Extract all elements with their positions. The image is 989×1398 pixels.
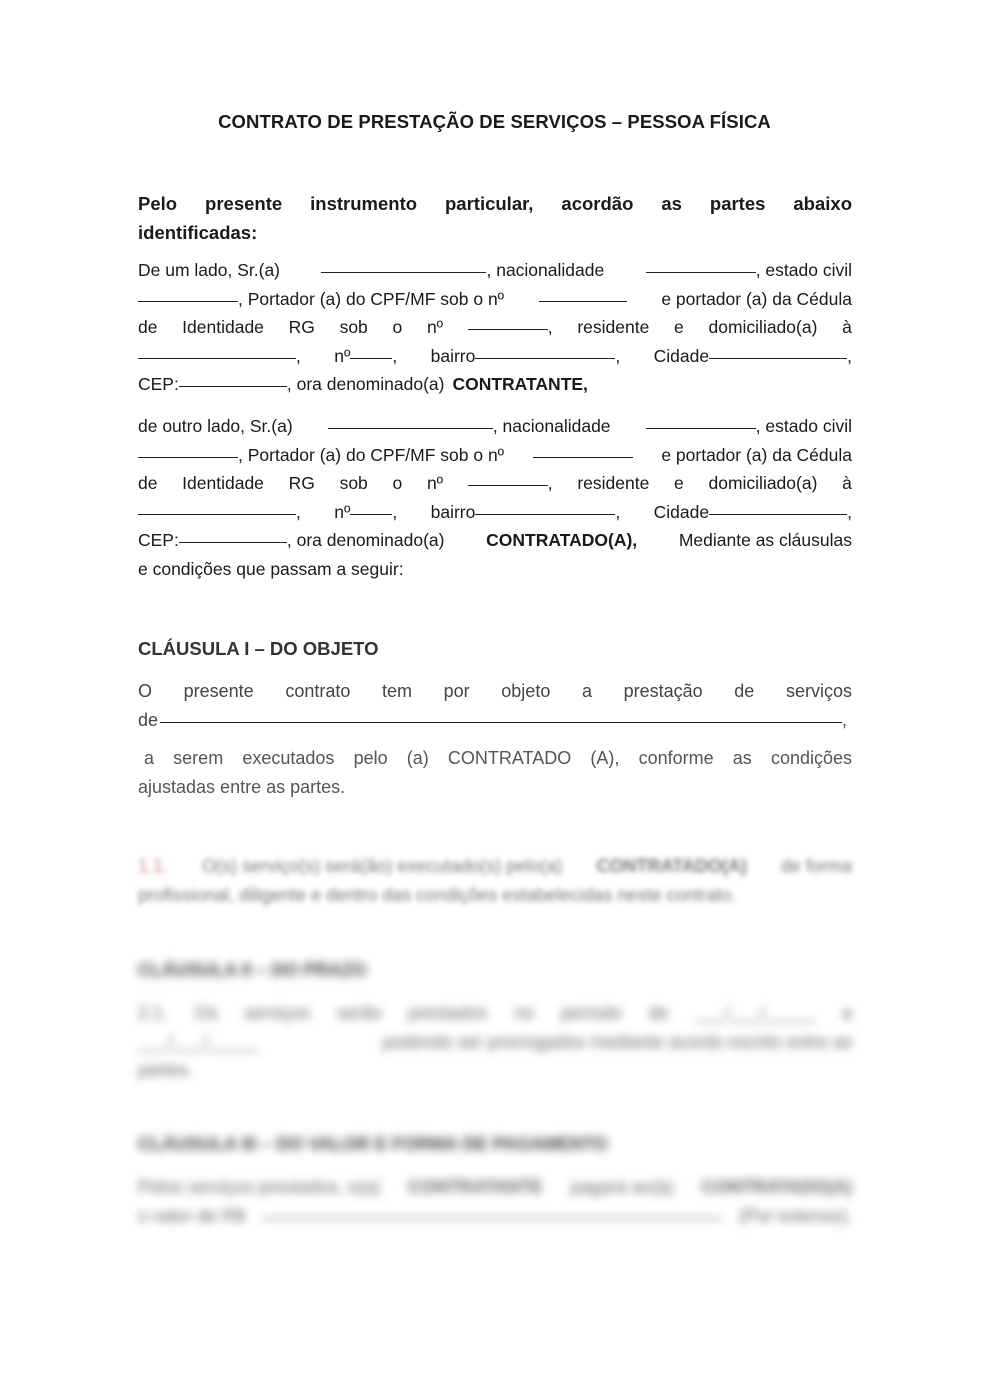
text: CEP: — [138, 530, 179, 550]
word: presente — [205, 193, 283, 214]
word: e — [674, 317, 684, 337]
text: de forma — [780, 856, 852, 876]
word: CONTRATADO — [447, 748, 572, 768]
text: , — [615, 345, 621, 366]
district-blank — [475, 513, 615, 515]
word: prestação — [623, 681, 703, 701]
text: e portador (a) da Cédula — [661, 444, 852, 465]
p2-line-1 — [138, 412, 852, 441]
text: , estado civil — [755, 416, 852, 436]
c2-line-2 — [138, 1028, 852, 1057]
text: nº — [334, 345, 351, 366]
text: Cidade — [653, 501, 710, 522]
word: domiciliado(a) — [708, 473, 818, 493]
word: nº — [426, 473, 444, 493]
word: objeto — [501, 681, 551, 701]
contratado-label: CONTRATADO(A) — [701, 1177, 852, 1197]
text: ajustadas entre as partes. — [138, 776, 346, 797]
cep-blank — [179, 541, 287, 543]
name-blank — [321, 271, 486, 273]
word: o — [392, 317, 403, 337]
word: de — [138, 317, 158, 337]
text: Pelos serviços prestados, o(a) — [138, 1177, 381, 1197]
text: , — [392, 345, 398, 366]
p2-line-3 — [138, 469, 852, 498]
word: Os — [194, 1003, 218, 1023]
word: no — [514, 1003, 535, 1023]
p2-line-6 — [138, 555, 852, 584]
clause-1-1-paragraph — [138, 852, 852, 909]
word: O — [138, 681, 153, 701]
text: , nacionalidade — [486, 260, 605, 280]
address-blank — [138, 357, 296, 359]
city-blank — [709, 357, 847, 359]
text: , — [847, 501, 852, 522]
text: , — [842, 709, 848, 730]
cpf-blank — [533, 456, 633, 458]
text: de outro lado, Sr.(a) — [138, 416, 293, 436]
word: a — [841, 1003, 852, 1023]
word: RG — [288, 473, 315, 493]
word: residente — [577, 317, 650, 337]
contratante-label: CONTRATANTE, — [452, 374, 588, 394]
p1-line-3 — [138, 313, 852, 342]
c1-line-2 — [138, 706, 852, 735]
word: a — [144, 748, 155, 768]
text: , nacionalidade — [492, 416, 611, 436]
word: partes — [709, 193, 766, 214]
p2-line-4 — [138, 498, 852, 527]
clause-2-paragraph — [138, 999, 852, 1085]
word: o — [392, 473, 403, 493]
text: , — [615, 501, 621, 522]
district-blank — [475, 357, 615, 359]
word: particular, — [445, 193, 534, 214]
word: serão — [336, 1003, 382, 1023]
p1-line-2 — [138, 285, 852, 314]
cpf-blank — [539, 300, 627, 302]
cep-blank — [179, 385, 287, 387]
c3-line-2 — [138, 1202, 852, 1231]
word: domiciliado(a) — [708, 317, 818, 337]
word: condições — [770, 748, 852, 768]
contratante-paragraph — [138, 256, 852, 399]
rg-blank — [468, 484, 548, 486]
clause-1-paragraph — [138, 677, 852, 734]
c3-line-1 — [138, 1173, 852, 1202]
civil-status-blank — [138, 456, 238, 458]
contratado-paragraph — [138, 412, 852, 583]
p1-line-4 — [138, 342, 852, 371]
c1p2-line-2 — [138, 773, 852, 802]
word: prestados — [408, 1003, 488, 1023]
p1-line-5 — [138, 370, 852, 399]
word: sob — [339, 317, 368, 337]
intro-paragraph — [138, 190, 852, 247]
city-blank — [709, 513, 847, 515]
clause-1-heading: CLÁUSULA I – DO OBJETO — [138, 638, 379, 659]
text: e condições que passam a seguir: — [138, 558, 404, 579]
text: Cidade — [653, 345, 710, 366]
nationality-blank — [646, 271, 756, 273]
c1p2-line-1 — [138, 744, 852, 773]
word: as — [732, 748, 752, 768]
text: nº — [334, 501, 351, 522]
intro-line-2 — [138, 219, 852, 248]
word: presente — [183, 681, 254, 701]
word: de — [648, 1003, 669, 1023]
word: a — [581, 681, 592, 701]
text: bairro — [430, 345, 476, 366]
word: período — [560, 1003, 622, 1023]
text: e portador (a) da Cédula — [661, 288, 852, 309]
word: e — [674, 473, 684, 493]
word: por — [443, 681, 470, 701]
word: executados — [242, 748, 335, 768]
word: conforme — [638, 748, 714, 768]
nationality-blank — [646, 427, 756, 429]
word: à — [842, 317, 852, 337]
text: ___/___/_____ — [138, 1031, 259, 1052]
word: 2.1. — [138, 1003, 169, 1023]
word: contrato — [285, 681, 351, 701]
word: Pelo — [138, 193, 178, 214]
text: CEP: — [138, 374, 179, 394]
text: , — [392, 501, 398, 522]
text: pagará ao(à) — [570, 1177, 674, 1197]
rg-blank — [468, 328, 548, 330]
contratado-label: CONTRATADO(A) — [596, 856, 747, 876]
c1-line-1 — [138, 677, 852, 706]
service-blank — [160, 721, 842, 723]
word: de — [138, 473, 158, 493]
word: Identidade — [182, 317, 264, 337]
text: podendo ser prorrogados mediante acordo escrito entre as — [382, 1031, 852, 1052]
word: (a) — [406, 748, 429, 768]
word: as — [661, 193, 682, 214]
word: de — [734, 681, 755, 701]
text: De um lado, Sr.(a) — [138, 260, 280, 280]
word: serviços — [785, 681, 852, 701]
word: Identidade — [182, 473, 264, 493]
item-number: 1.1. — [138, 856, 169, 876]
word: abaixo — [793, 193, 852, 214]
p2-line-2 — [138, 441, 852, 470]
word: , — [547, 317, 553, 337]
value-blank — [262, 1217, 722, 1219]
number-blank — [350, 357, 392, 359]
address-blank — [138, 513, 296, 515]
c2-line-1 — [138, 999, 852, 1028]
text: , estado civil — [755, 260, 852, 280]
word: tem — [382, 681, 413, 701]
word: nº — [426, 317, 444, 337]
word: instrumento — [310, 193, 418, 214]
clause-2-heading: CLÁUSULA II – DO PRAZO — [138, 960, 367, 980]
intro-line-1 — [138, 190, 852, 219]
text: bairro — [430, 501, 476, 522]
word: residente — [577, 473, 650, 493]
text: partes. — [138, 1060, 194, 1080]
c11-line-2 — [138, 881, 852, 910]
clause-3-heading: CLÁUSULA III – DO VALOR E FORMA DE PAGAMENTO — [138, 1134, 608, 1154]
word: à — [842, 473, 852, 493]
clause-1-paragraph-2 — [138, 744, 852, 801]
contratante-label: CONTRATANTE — [408, 1177, 543, 1197]
intro-text: identificadas: — [138, 221, 258, 243]
word: RG — [288, 317, 315, 337]
name-blank — [328, 427, 493, 429]
contratado-label: CONTRATADO(A), — [486, 530, 638, 550]
c11-line-1 — [138, 852, 852, 881]
word: (A), — [590, 748, 620, 768]
word: ___/___/_____ — [695, 1003, 816, 1023]
text: , ora denominado(a) — [286, 530, 445, 550]
word: , — [547, 473, 553, 493]
text: O(s) serviço(s) será(ão) executado(s) pelo(a) — [202, 856, 563, 876]
word: pelo — [353, 748, 388, 768]
clause-3-paragraph — [138, 1173, 852, 1230]
text: , — [296, 501, 301, 522]
c2-line-3 — [138, 1056, 852, 1085]
text: o valor de R$ — [138, 1205, 246, 1226]
text: , — [847, 345, 852, 366]
text: , ora denominado(a) — [286, 374, 445, 394]
text: , Portador (a) do CPF/MF sob o nº — [238, 288, 505, 309]
word: serem — [173, 748, 224, 768]
word: sob — [339, 473, 368, 493]
word: serviços — [244, 1003, 311, 1023]
document-title: CONTRATO DE PRESTAÇÃO DE SERVIÇOS – PESSOA FÍSICA — [218, 111, 771, 132]
text: de — [138, 709, 159, 730]
p2-line-5 — [138, 526, 852, 555]
p1-line-1 — [138, 256, 852, 285]
word: acordão — [561, 193, 634, 214]
civil-status-blank — [138, 300, 238, 302]
text: profissional, diligente e dentro das condições estabelecidas neste contrato. — [138, 884, 737, 905]
text: (Por extenso). — [738, 1205, 852, 1226]
text: Mediante as cláusulas — [678, 530, 852, 550]
text: , Portador (a) do CPF/MF sob o nº — [238, 444, 505, 465]
number-blank — [350, 513, 392, 515]
text: , — [296, 345, 301, 366]
